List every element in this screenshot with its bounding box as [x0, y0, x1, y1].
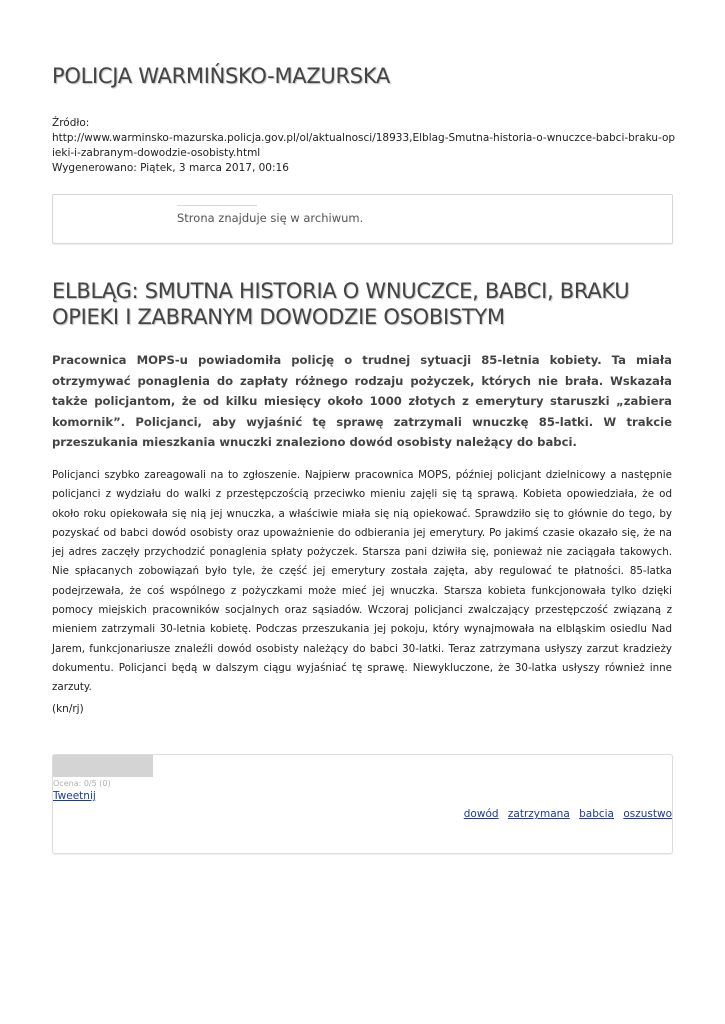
article-title: ELBLĄG: SMUTNA HISTORIA O WNUCZCE, BABCI, BRAKU OPIEKI I ZABRANYM DOWODZIE OSOBISTYM: [52, 279, 630, 329]
article-footer: [52, 754, 673, 854]
tag-list: [458, 808, 672, 820]
article-body: Policjanci szybko zareagowali na to zgłoszenie. Najpierw pracownica MOPS, później policjant dzielnicowy a następnie policjanci z wydziału do walki z przestępczością przeciwko mieniu zajęli się tą sprawą. Kobieta opowiedziała, że od około roku opiekowała się nią jej wnuczka, a właściwie miała się nią opiekować. Sprawdziło się to głównie do tego, by pozyskać od babci dowód osobisty oraz upoważnienie do odbierania jej emerytury. Po jakimś czasie okazało się, że na jej adres zaczęły przychodzić ponaglenia spłaty pożyczek. Starsza pani dziwiła się, ponieważ nie zaciągała takowych. Nie spłacanych zobowiązań było tyle, że część jej emerytury została zajęta, aby regulować te płatności. 85-latka podejrzewała, że coś wspólnego z pożyczkami może mieć jej wnuczka. Starsza kobieta funkcjonowała tylko dzięki pomocy miejskich pracowników socjalnych oraz sąsiadów. Wczoraj policjanci zwalczający przestępczość związaną z mieniem zatrzymali 30-letnia kobietę. Podczas przeszukania jej pokoju, który wynajmowała na elbląskim osiedlu Nad Jarem, funkcjonariusze znaleźli dowód osobisty należący do babci 30-latki. Teraz zatrzymana usłyszy zarzut kradzieży dokumentu. Policjanci będą w dalszym ciągu wyjaśniać tę sprawę. Niewykluczone, że 30-latka usłyszy również inne zarzuty.: [52, 469, 672, 694]
tag-link[interactable]: zatrzymana: [507, 808, 570, 820]
archive-text: Strona znajduje się w archiwum.: [177, 211, 364, 225]
rating-stars[interactable]: [53, 755, 153, 777]
archive-divider: [177, 205, 257, 206]
tweet-link[interactable]: Tweetnij: [53, 790, 96, 802]
source-meta: [52, 116, 677, 176]
rating-text: Ocena: 0/5 (0): [53, 779, 111, 788]
tag-link[interactable]: babcia: [579, 808, 614, 820]
article-lead: Pracownica MOPS-u powiadomiła policję o trudnej sytuacji 85-letnia kobiety. Ta miała otrzymywać ponaglenia do zapłaty różnego rodzaju pożyczek, których nie brała. Wskazała także policjantom, że od kilku miesięcy około 1000 złotych z emerytury staruszki „zabiera komornik”. Policjanci, aby wyjaśnić tę sprawę zatrzymali wnuczkę 85-latki. W trakcie przeszukania mieszkania wnuczki znaleziono dowód osobisty należący do babci.: [52, 353, 672, 449]
generated-date: Wygenerowano: Piątek, 3 marca 2017, 00:16: [52, 162, 289, 174]
source-url: http://www.warminsko-mazurska.policja.gov.pl/ol/aktualnosci/18933,Elblag-Smutna-historia-o-wnuczce-babci-braku-opieki-i-zabranym-dowodzie-osobisty.html: [52, 132, 676, 159]
site-title: POLICJA WARMIŃSKO-MAZURSKA: [52, 64, 390, 88]
tag-link[interactable]: oszustwo: [623, 808, 672, 820]
article-signature: (kn/rj): [52, 703, 84, 715]
archive-notice: [52, 194, 673, 244]
tag-link[interactable]: dowód: [463, 808, 499, 820]
source-label: Źródło:: [52, 117, 90, 129]
